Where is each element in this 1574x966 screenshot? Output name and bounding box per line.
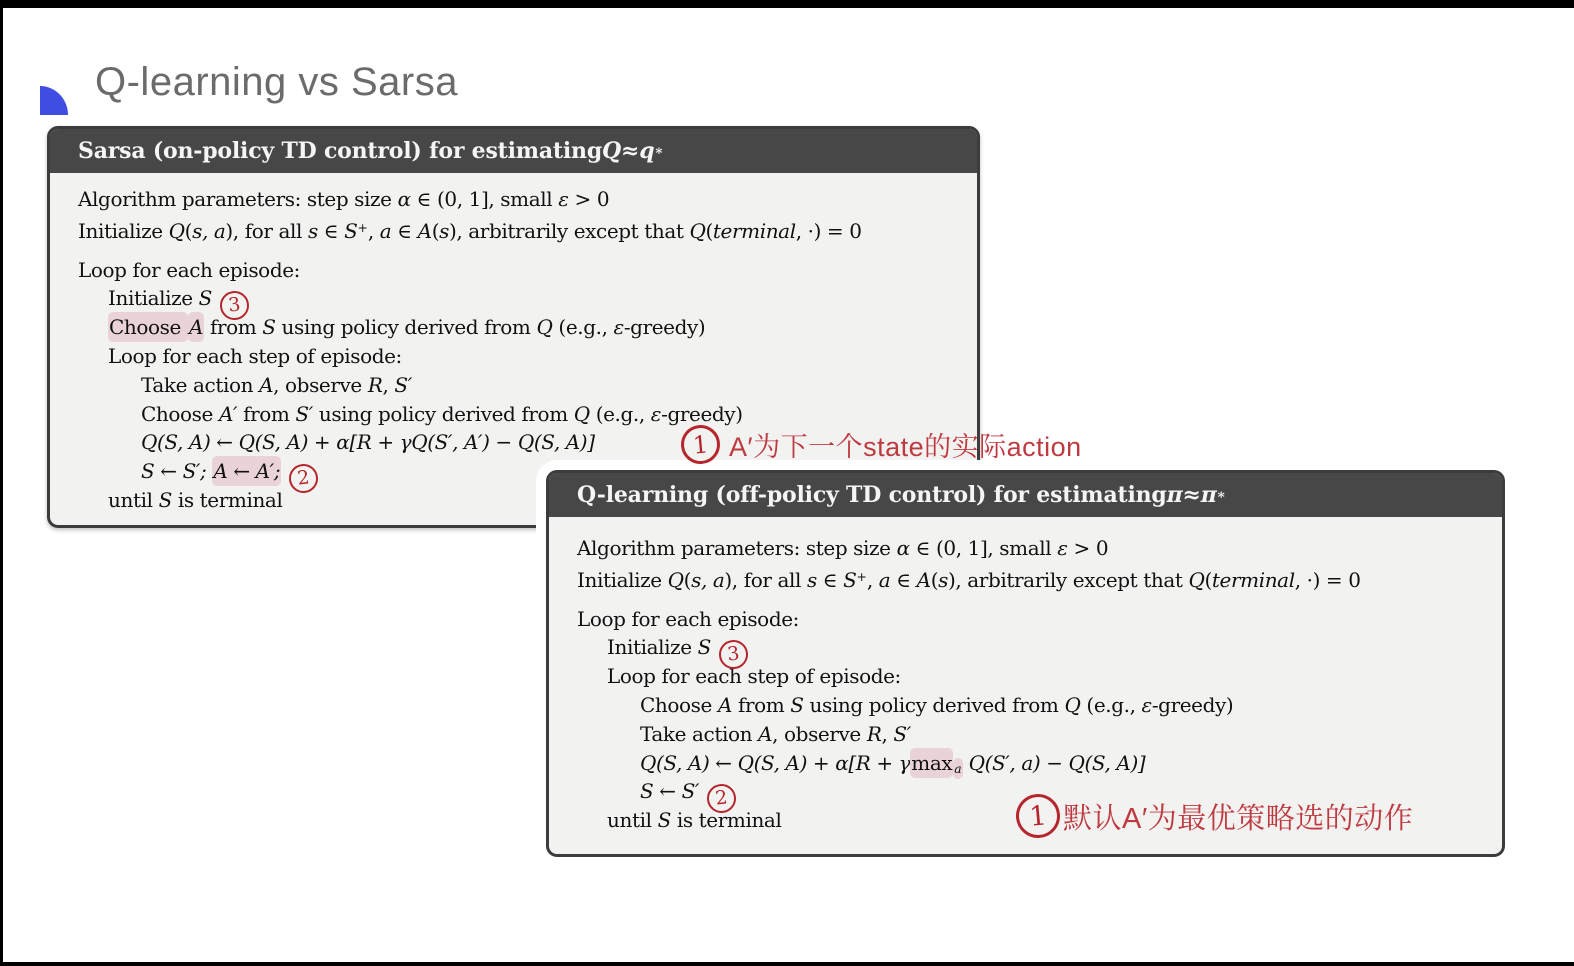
algorithm-line: Initialize Q(s, a), for all s ∈ S+, a ∈ A(s), arbitrarily except that Q(terminal, ·) = 0 — [577, 567, 1361, 592]
algorithm-line: Q(S, A) ← Q(S, A) + α[R + γQ(S′, A′) − Q(S, A)] — [141, 430, 595, 455]
algorithm-line: until S is terminal — [108, 487, 283, 512]
circled-number-icon: 3 — [219, 290, 251, 322]
annotation-text: 默认A′为最优策略选的动作 — [1063, 802, 1414, 835]
algorithm-line: Loop for each step of episode: — [108, 343, 402, 368]
algorithm-line: Choose A′ from S′ using policy derived from Q (e.g., ε-greedy) — [141, 401, 743, 426]
annotation-text: A′为下一个state的实际action — [729, 432, 1082, 462]
algorithm-line: Initialize Q(s, a), for all s ∈ S+, a ∈ A(s), arbitrarily except that Q(terminal, ·) = 0 — [78, 218, 862, 243]
qlearning-box-body — [549, 517, 1502, 835]
algorithm-line: Choose A from S using policy derived from Q (e.g., ε-greedy) — [50, 313, 977, 342]
algorithm-line: S ← S′; A ← A′; 2 — [50, 457, 977, 486]
annotation-sarsa-next-action — [681, 425, 1082, 464]
sarsa-algorithm-box — [47, 126, 980, 528]
algorithm-line: Take action A, observe R, S′ — [640, 721, 911, 746]
annotation-qlearning-optimal-action — [1016, 794, 1413, 838]
algorithm-line: until S is terminal — [607, 808, 782, 833]
circled-number-icon: 2 — [288, 463, 320, 495]
algorithm-line: Loop for each episode: — [78, 257, 301, 282]
algorithm-line: Take action A, observe R, S′ — [141, 372, 412, 397]
page-title: Q-learning vs Sarsa — [95, 60, 458, 104]
algorithm-line: Loop for each step of episode: — [607, 664, 901, 689]
algorithm-line: Initialize S 3 — [549, 633, 1502, 662]
circled-number-1-icon: 1 — [679, 423, 721, 465]
algorithm-line: Q(S, A) ← Q(S, A) + α[R + γmax $_a$ Q(S′, a) − Q(S, A)] — [549, 749, 1502, 778]
algorithm-line: S ← S′ 2 — [549, 777, 1502, 806]
sarsa-box-header: Sarsa (on-policy TD control) for estimating Q ≈ q ∗ — [50, 129, 977, 173]
algorithm-line: Choose A from S using policy derived from Q (e.g., ε-greedy) — [640, 692, 1234, 717]
circled-number-1-icon: 1 — [1014, 792, 1062, 840]
circled-number-icon: 3 — [718, 639, 750, 671]
circled-number-icon: 2 — [706, 783, 738, 815]
algorithm-line: Loop for each episode: — [577, 606, 800, 631]
algorithm-line: Algorithm parameters: step size α ∈ (0, 1], small ε > 0 — [577, 536, 1109, 560]
algorithm-line: Algorithm parameters: step size α ∈ (0, 1], small ε > 0 — [78, 187, 610, 211]
algorithm-line: Initialize S 3 — [50, 284, 977, 313]
accent-quarter-circle-icon — [40, 86, 68, 115]
qlearning-box-header: Q-learning (off-policy TD control) for estimating π ≈ π ∗ — [549, 473, 1502, 517]
